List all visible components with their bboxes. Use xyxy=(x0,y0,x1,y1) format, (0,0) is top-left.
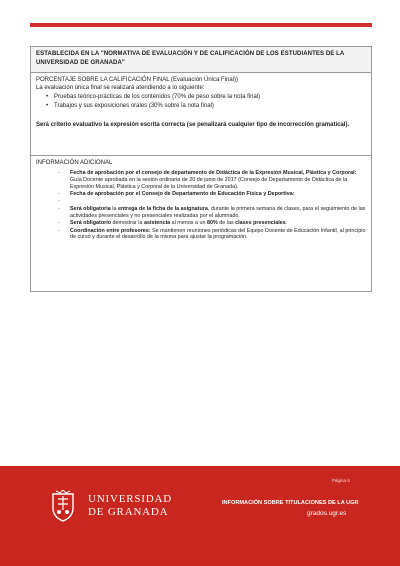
evaluation-section xyxy=(31,73,371,156)
table-header xyxy=(31,47,371,73)
list-item: • Trabajos y sus exposiciones orales (30% sobre la nota final) xyxy=(46,102,366,111)
evaluation-label: PORCENTAJE SOBRE LA CALIFICACIÓN FINAL (Evaluación Única Final)) xyxy=(36,77,239,83)
evaluation-table xyxy=(30,46,372,292)
list-item: • Pruebas teórico-prácticas de los contenidos (70% de peso sobre la nota final) xyxy=(46,93,366,102)
evaluation-intro: La evaluación única final se realizará atendiendo a lo siguiente: xyxy=(36,85,205,91)
list-item: - Coordinación entre profesores: Se mantienen reuniones periódicas del Equipo Docente de Educación Infantil, al principio de curso y durante el desarrollo de la misma para ajustar la programación. xyxy=(58,228,366,242)
top-red-rule xyxy=(30,23,372,27)
list-spacer xyxy=(58,198,366,205)
footer-info-title: INFORMACIÓN SOBRE TITULACIONES DE LA UGR xyxy=(222,500,359,506)
evaluation-list xyxy=(46,93,366,111)
grados-link[interactable]: grados.ugr.es xyxy=(307,510,347,517)
list-item: - Será obligatorio demostrar la asistencia al menos a un 80% de las clases presenciales. xyxy=(58,220,366,227)
additional-info-section xyxy=(31,156,371,291)
page-number: Página 8 xyxy=(332,478,350,483)
additional-info-label: INFORMACIÓN ADICIONAL xyxy=(36,160,113,166)
list-item: - Será obligatoria la entrega de la ficha de la asignatura, durante la primera semana de clases, para el seguimiento de las actividades presenciales y no presenciales realizadas por el alumnado. xyxy=(58,206,366,220)
evaluation-criterion: Será criterio evaluativo la expresión escrita correcta (se penalizará cualquier tipo de incorrección gramatical). xyxy=(36,122,350,128)
list-item: - Fecha de aprobación por el Consejo de Departamento de Educación Física y Deportiva: xyxy=(58,191,366,198)
university-name: UNIVERSIDAD DE GRANADA xyxy=(88,493,172,518)
list-item: - Fecha de aprobación por el consejo de departamento de Didáctica de la Expresión Musical, Plástica y Corporal: Guía Docente aprobada en la sesión ordinaria de 20 de junio de 2017 (Consejo de Departamento de Didáctica de la Expresión Musical, Plástica y Corporal de la Universidad de Granada). xyxy=(58,170,366,190)
additional-info-list xyxy=(58,170,366,241)
university-crest-icon xyxy=(50,490,76,522)
header-text: ESTABLECIDA EN LA "NORMATIVA DE EVALUACIÓN Y DE CALIFICACIÓN DE LOS ESTUDIANTES DE LA UNIVERSIDAD DE GRANADA" xyxy=(36,51,345,66)
